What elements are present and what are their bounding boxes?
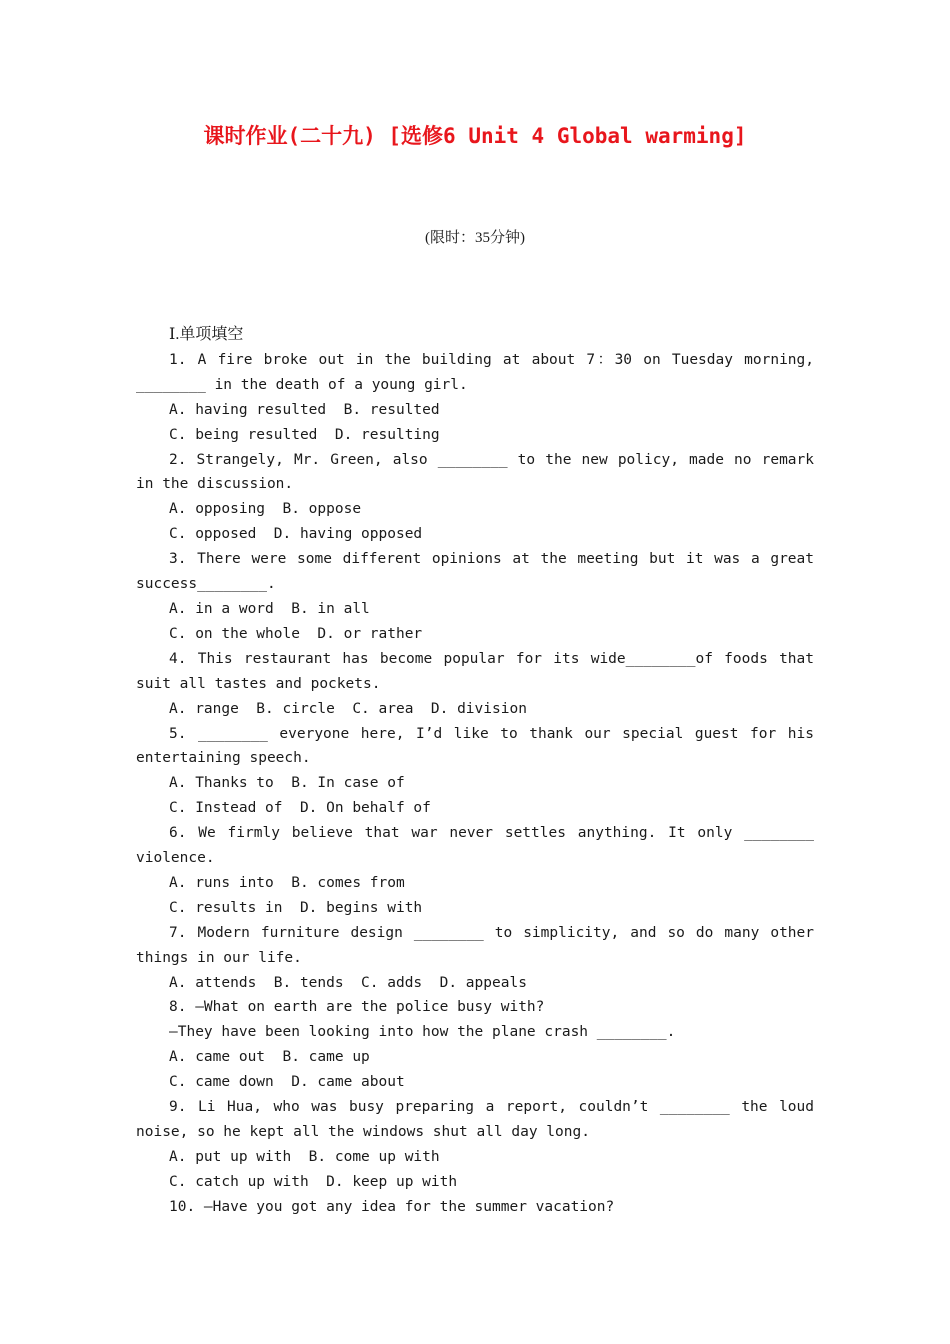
question-5-option-line: C. Instead of D. On behalf of	[169, 800, 431, 817]
question-6-stem: 6. We firmly believe that war never settles anything. It only ________ violence.	[136, 825, 814, 867]
question-3-option-line: C. on the whole D. or rather	[169, 625, 423, 642]
question-2-option-line: A. opposing B. oppose	[169, 501, 362, 518]
question-7-option-line: A. attends B. tends C. adds D. appeals	[169, 974, 527, 991]
question-4-stem: 4. This restaurant has become popular for its wide________of foods that suit all tastes and pockets.	[136, 650, 814, 692]
question-7-stem: 7. Modern furniture design ________ to simplicity, and so do many other things in our life.	[136, 924, 814, 966]
question-8-dialog-line: —They have been looking into how the plane crash ________.	[169, 1024, 676, 1041]
question-8-option-line: C. came down D. came about	[169, 1074, 405, 1091]
time-limit: (限时：35分钟)	[425, 230, 525, 246]
question-1-option-line: C. being resulted D. resulting	[169, 426, 440, 443]
question-section	[136, 323, 814, 1220]
question-10-dialog-line: 10. —Have you got any idea for the summer vacation?	[169, 1198, 615, 1215]
question-9-option-line: C. catch up with D. keep up with	[169, 1173, 458, 1190]
question-1-stem: 1. A fire broke out in the building at about 7：30 on Tuesday morning, ________ in the death of a young girl.	[136, 351, 814, 393]
question-9-option-line: A. put up with B. come up with	[169, 1148, 440, 1165]
question-6-option-line: C. results in D. begins with	[169, 899, 423, 916]
question-1-option-line: A. having resulted B. resulted	[169, 401, 440, 418]
question-6-option-line: A. runs into B. comes from	[169, 874, 405, 891]
question-5-option-line: A. Thanks to B. In case of	[169, 775, 405, 792]
question-4-option-line: A. range B. circle C. area D. division	[169, 700, 527, 717]
page-title: 课时作业(二十九) [选修6 Unit 4 Global warming]	[203, 124, 747, 148]
question-8-dialog-line: 8. —What on earth are the police busy with?	[169, 999, 545, 1016]
question-3-stem: 3. There were some different opinions at the meeting but it was a great success________.	[136, 551, 814, 593]
question-2-option-line: C. opposed D. having opposed	[169, 526, 423, 543]
question-9-stem: 9. Li Hua, who was busy preparing a report, couldn’t ________ the loud noise, so he kept all the windows shut all day long.	[136, 1099, 814, 1140]
question-5-stem: 5. ________ everyone here, I’d like to thank our special guest for his entertaining speech.	[136, 725, 814, 767]
section-heading: Ⅰ.单项填空	[169, 326, 244, 343]
question-3-option-line: A. in a word B. in all	[169, 600, 370, 617]
question-2-stem: 2. Strangely, Mr. Green, also ________ to the new policy, made no remark in the discussion.	[136, 451, 814, 493]
question-8-option-line: A. came out B. came up	[169, 1049, 370, 1066]
